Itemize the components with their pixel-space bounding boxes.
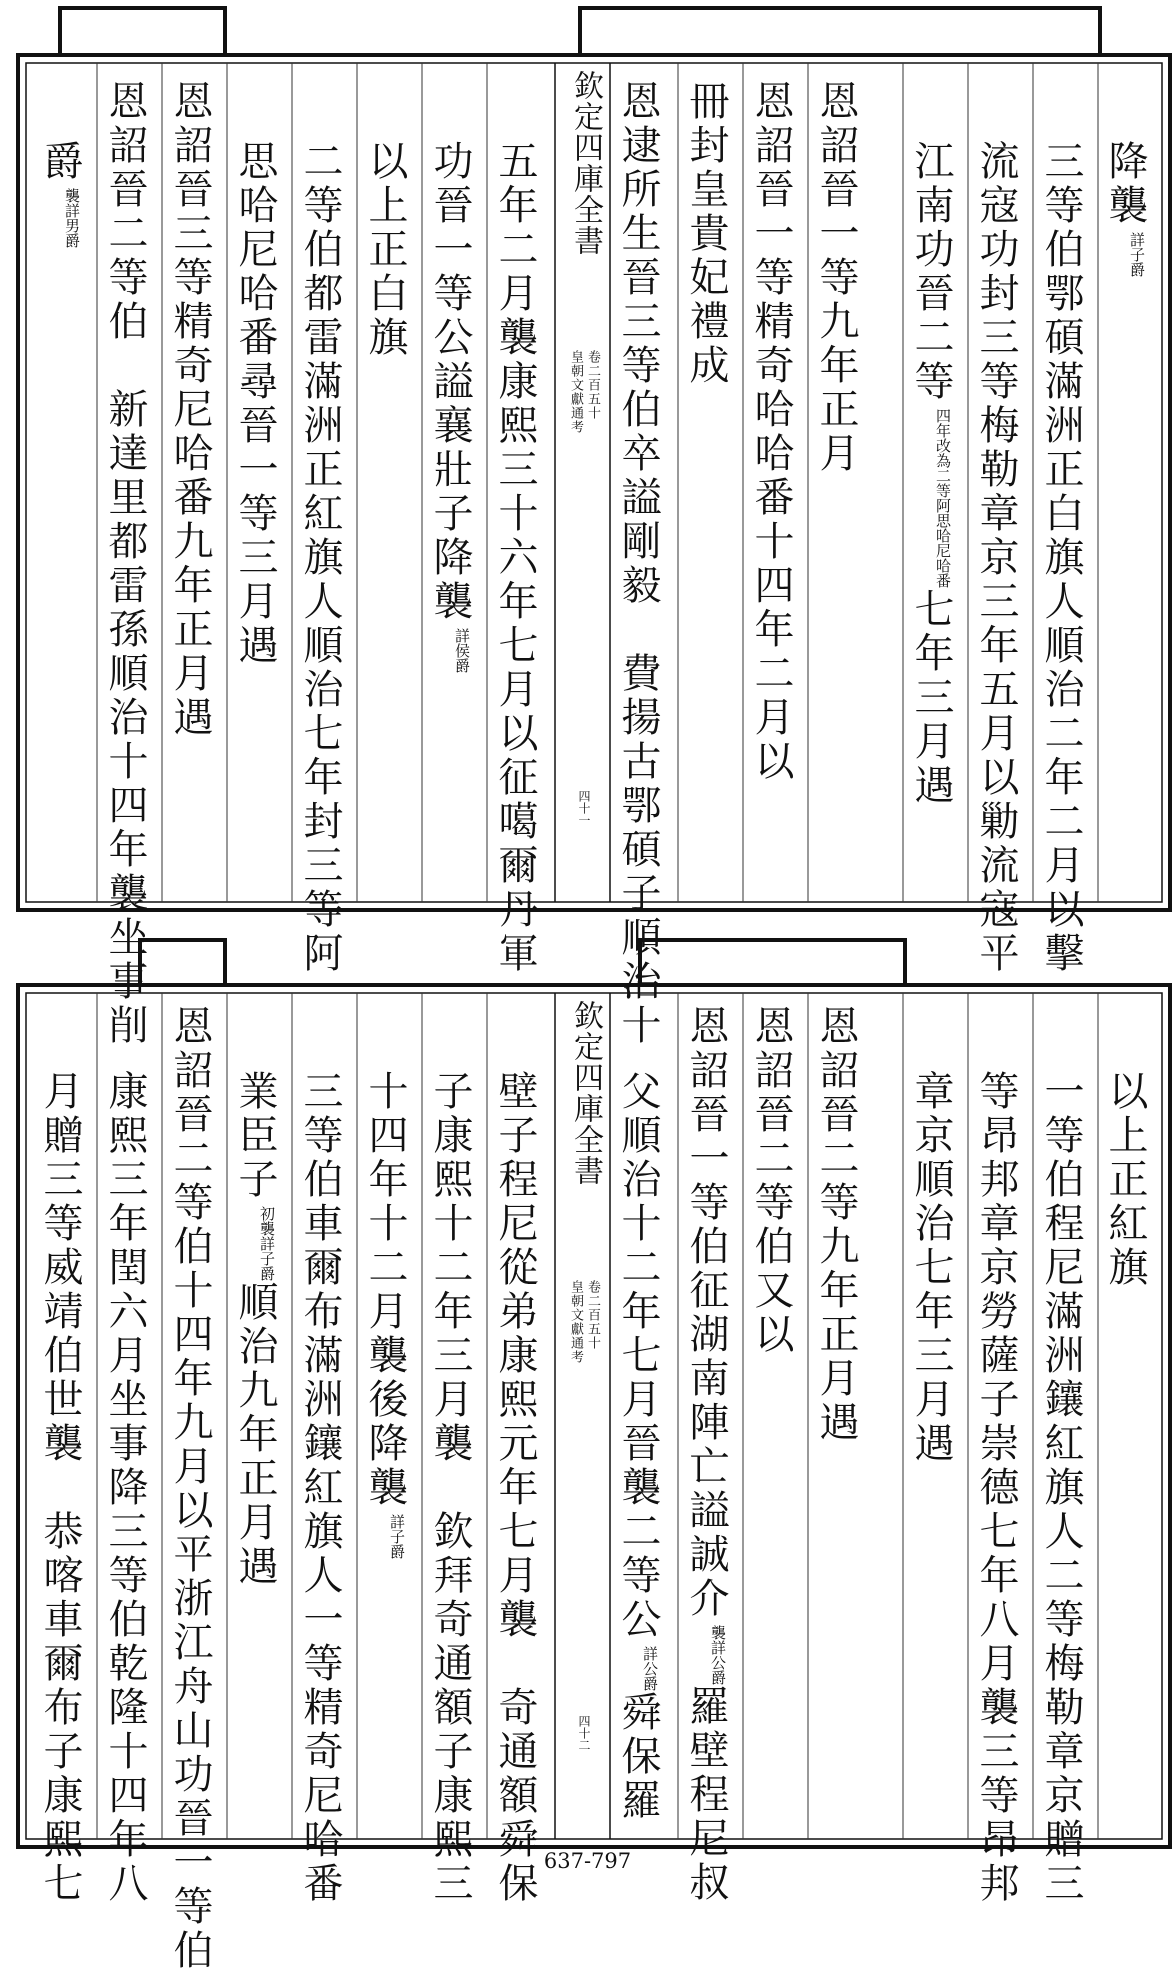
text-column: 降襲詳子爵 [1102,140,1148,277]
text-column: 一等伯程尼滿洲鑲紅旗人二等梅勒章京贈三 [1038,1070,1084,1906]
text-column: 業臣子初襲詳子爵順治九年正月遇 [232,1070,278,1589]
text-column: 三等伯鄂碩滿洲正白旗人順治二年二月以擊 [1038,140,1084,976]
text-column: 恩詔晉二等伯又以 [748,1005,794,1357]
text-column: 康熙三年閏六月坐事降三等伯乾隆十四年八 [102,1070,148,1906]
text-column: 以上正白旗 [362,140,408,360]
gutter-volume: 卷二百五十 [584,1280,600,1350]
text-column: 恩詔晉一等伯征湖南陣亡謚誠介襲詳公爵羅壁程尼叔 [683,1005,729,1905]
text-column: 五年二月襲康熙三十六年七月以征噶爾丹軍 [492,140,538,976]
text-column: 恩詔晉三等精奇尼哈番九年正月遇 [167,80,213,740]
text-column: 以上正紅旗 [1102,1070,1148,1290]
page-footer-number: 637-797 [543,1849,632,1873]
gutter-source: 皇朝文獻通考 [567,350,583,434]
gutter-title: 欽定四庫全書 [568,1000,603,1186]
text-column: 壁子程尼從弟康熙元年七月襲 奇通額舜保 [492,1070,538,1906]
text-column: 恩詔晉二等伯 新達里都雷孫順治十四年襲坐事削 [102,80,148,1048]
text-column: 恩詔晉二等伯十四年九月以平浙江舟山功晉一等伯 [167,1005,213,1973]
text-column: 恩詔晉一等精奇哈哈番十四年二月以 [748,80,794,784]
gutter-page-number: 四十二 [577,1715,591,1751]
text-column: 父順治十二年七月晉襲二等公詳公爵舜保羅 [615,1070,661,1823]
text-column: 江南功晉二等四年改為二等阿思哈尼哈番七年三月遇 [908,140,954,808]
text-column: 功晉一等公謚襄壯子降襲詳侯爵 [427,140,473,673]
text-column: 月贈三等威靖伯世襲 恭喀車爾布子康熙七 [37,1070,83,1906]
text-column: 三等伯車爾布滿洲鑲紅旗人一等精奇尼哈番 [297,1070,343,1906]
gutter-source: 皇朝文獻通考 [567,1280,583,1364]
gutter-title: 欽定四庫全書 [568,70,603,256]
gutter-volume: 卷二百五十 [584,350,600,420]
text-column: 爵襲詳男爵 [37,140,83,248]
text-column: 十四年十二月襲後降襲詳子爵 [362,1070,408,1559]
text-column: 恩詔晉二等九年正月遇 [813,1005,859,1445]
text-column: 二等伯都雷滿洲正紅旗人順治七年封三等阿 [297,140,343,976]
text-column: 章京順治七年三月遇 [908,1070,954,1466]
gutter-page-number: 四十一 [577,790,591,826]
text-column: 子康熙十二年三月襲 欽拜奇通額子康熙三 [427,1070,473,1906]
text-column: 恩逮所生晉三等伯卒謚剛毅 費揚古鄂碩子順治十 [615,80,661,1048]
text-column: 冊封皇貴妃禮成 [683,80,729,388]
text-column: 等昂邦章京勞薩子崇德七年八月襲三等昂邦 [973,1070,1019,1906]
text-column: 思哈尼哈番尋晉一等三月遇 [232,140,278,668]
text-column: 恩詔晉一等九年正月 [813,80,859,476]
text-column: 流寇功封三等梅勒章京三年五月以勦流寇平 [973,140,1019,976]
